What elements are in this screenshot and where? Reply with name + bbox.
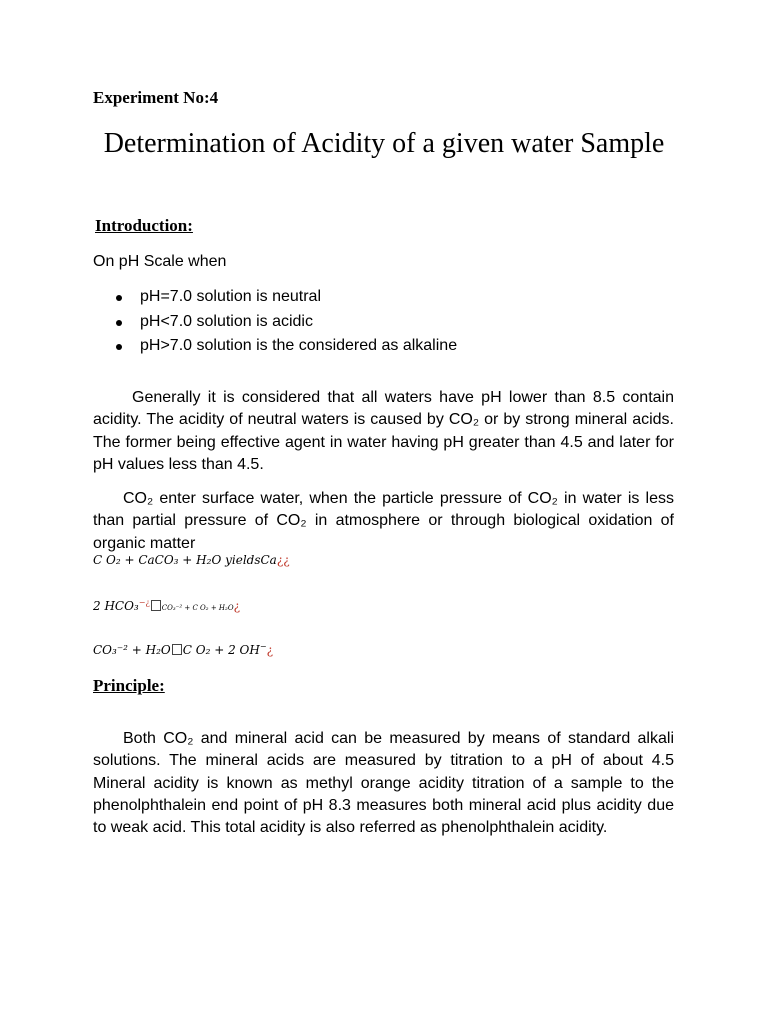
equation-2 <box>93 598 240 613</box>
equation-3-tail: ¿ <box>266 643 274 657</box>
equation-2-superscript: −¿ <box>138 598 150 607</box>
bullet-item-alkaline <box>93 337 457 362</box>
equation-3-rhs: C O₂ + 2 OH <box>182 643 260 657</box>
introduction-heading: Introduction: <box>95 216 193 235</box>
equation-3-box-icon <box>172 644 182 655</box>
experiment-number: Experiment No:4 <box>93 88 219 107</box>
ph-bullet-list <box>93 288 457 362</box>
intro-paragraph-1: Generally it is considered that all waters have pH lower than 8.5 contain acidity. The acidity of neutral waters is caused by CO₂ or by strong mineral acids. The former being effective agent in water having pH greater than 4.5 and later for pH values less than 4.5. <box>93 389 674 473</box>
equation-2-middle: CO₃⁻² + C O₂ + H₂O <box>161 604 234 612</box>
equation-3-superscript: − <box>259 642 267 651</box>
bullet-item-neutral <box>93 288 457 313</box>
equation-1 <box>93 553 290 567</box>
document-title: Determination of Acidity of a given water Sample <box>103 128 665 159</box>
bullet-text: pH=7.0 solution is neutral <box>140 288 321 305</box>
principle-heading: Principle: <box>93 676 165 695</box>
equation-2-box-icon <box>151 600 161 611</box>
equation-2-tail: ¿ <box>233 599 240 613</box>
bullet-dot-icon <box>116 320 122 326</box>
equation-1-tail: ¿¿ <box>276 553 290 567</box>
ph-scale-line: On pH Scale when <box>93 253 227 270</box>
bullet-text: pH<7.0 solution is acidic <box>140 312 313 330</box>
bullet-item-acidic <box>93 313 457 338</box>
equation-2-lhs: 2 HCO₃ <box>93 599 139 613</box>
principle-paragraph: Both CO₂ and mineral acid can be measured by means of standard alkali solutions. The mineral acids are measured by titration to a pH of about 4.5 Mineral acidity is known as methyl orange acidity titration of a sample to the phenolphthalein end point of pH 8.3 measures both mineral acid plus acidity due to weak acid. This total acidity is also referred as phenolphthalein acidity. <box>93 730 674 837</box>
intro-paragraph-2: CO₂ enter surface water, when the particle pressure of CO₂ in water is less than partial pressure of CO₂ in atmosphere or through biological oxidation of organic matter <box>93 490 674 552</box>
bullet-text: pH>7.0 solution is the considered as alkaline <box>140 337 458 354</box>
equation-3 <box>93 642 273 657</box>
bullet-dot-icon <box>116 344 122 350</box>
bullet-dot-icon <box>116 295 122 301</box>
equation-1-body: C O₂ + CaCO₃ + H₂O yieldsCa <box>93 553 277 567</box>
equation-3-lhs: CO₃⁻² + H₂O <box>93 643 171 657</box>
